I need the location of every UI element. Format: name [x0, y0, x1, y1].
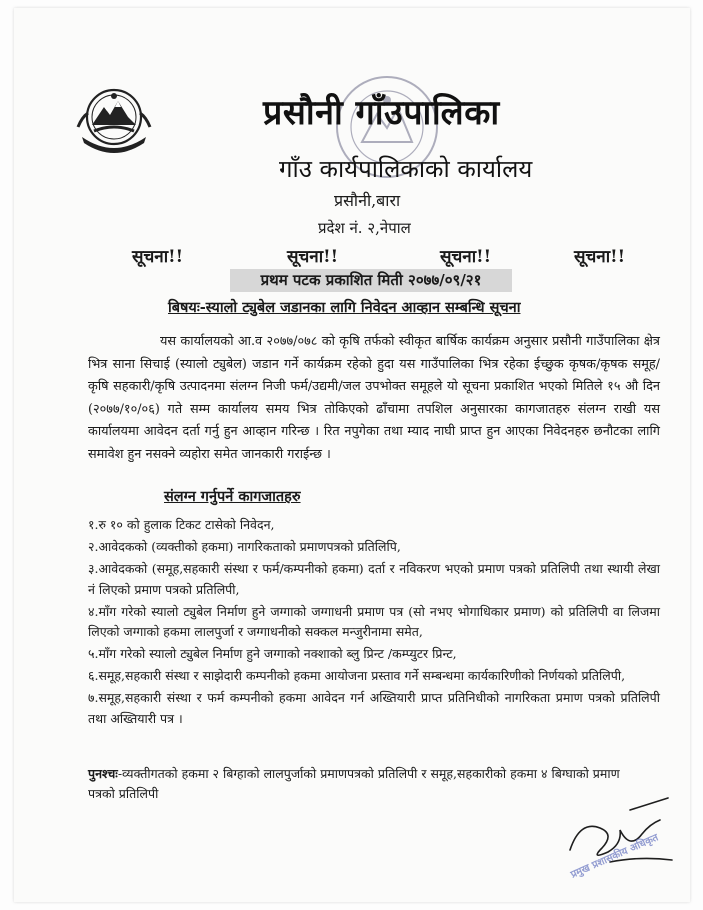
notice-subject: बिषयः-स्यालो ट्युबेल जडानका लागि निवेदन आव्हान सम्बन्धि सूचना — [168, 299, 521, 316]
document-item: ७.समूह,सहकारी संस्था र फर्म कम्पनीको हकमा आवेदन गर्न अख्तियारी प्राप्त प्रतिनिधीको नागरिकता प्रमाण पत्रको प्रतिलिपी तथा अख्तियारी पत्र । — [88, 690, 660, 726]
office-name: प्रसौनी गाँउपालिका — [263, 93, 500, 133]
notice-label-2: सूचना!! — [287, 247, 339, 267]
notice-label-4: सूचना!! — [574, 247, 626, 267]
office-location: प्रसौनी,बारा — [334, 191, 401, 210]
notice-body: यस कार्यालयको आ.व २०७७/०७८ को कृषि तर्फको स्वीकृत बार्षिक कार्यक्रम अनुसार प्रसौनी गाउँपालिका क्षेत्र भित्र साना सिचाई (स्यालो ट्युबेल) जडान गर्ने कार्यक्रम रहेको हुदा यस गाउँपालिका भित्र रहेका ईच्छुक कृषक/कृषक समूह/कृषि सहकारी/कृषि उत्पादनमा संलग्न निजी फर्म/उद्यमी/जल उपभोक्त समूहले यो सूचना प्रकाशित भएको मितिले १५ औ दिन (२०७७/१०/०६) गते सम्म कार्यालय समय भित्र तोकिएको ढाँचामा तपशिल अनुसारका कागजातहरु संलग्न राखी यस कार्यालयमा आवेदन दर्ता गर्नु हुन आव्हान गरिन्छ । रित नपुगेका तथा म्याद नाघी प्राप्त हुन आएका निवेदनहरु छनौटका लागि समावेश हुन नसक्ने व्यहोरा समेत जानकारी गराईन्छ । — [88, 334, 660, 462]
office-province: प्रदेश नं. २,नेपाल — [318, 219, 411, 237]
document-item: ५.माँग गरेको स्यालो ट्युबेल निर्माण हुने जग्गाको नक्शाको ब्लु प्रिन्ट /कम्प्युटर प्रिन्ट, — [88, 646, 457, 661]
nepal-emblem-icon — [74, 87, 154, 155]
document-item: ६.समूह,सहकारी संस्था र साझेदारी कम्पनीको हकमा आयोजना प्रस्ताव गर्ने सम्बन्धमा कार्यकारिणीको निर्णयको प्रतिलिपी, — [88, 668, 626, 683]
notice-label-3: सूचना!! — [440, 247, 492, 267]
notice-label-1: सूचना!! — [132, 247, 184, 267]
officer-stamp: प्रमुख प्रशासकीय अधिकृत — [569, 832, 661, 881]
documents-list — [88, 515, 660, 731]
document-item: ३.आवेदकको (समूह,सहकारी संस्था र फर्म/कम्पनीको हकमा) दर्ता र नविकरण भएको प्रमाण पत्रको प्रतिलिपी तथा स्थायी लेखा नं लिएको प्रमाण पत्रको प्रतिलिपी, — [88, 561, 660, 597]
publication-date: प्रथम पटक प्रकाशित मिती २०७७/०९/२१ — [230, 269, 512, 292]
document-item: ४.माँग गरेको स्यालो ट्युबेल निर्माण हुने जग्गाको जग्गाधनी प्रमाण पत्र (सो नभए भोगाधिकार प्रमाण) को प्रतिलिपी वा लिजमा लिएको जग्गाको हकमा लालपुर्जा र जग्गाधनीको सक्कल मन्जुरीनामा समेत, — [88, 603, 660, 639]
document-item: १.रु १० को हुलाक टिकट टासेको निवेदन, — [88, 517, 275, 532]
office-subtitle: गाँउ कार्यपालिकाको कार्यालय — [279, 155, 533, 183]
postscript-label: पुनश्चः — [88, 766, 118, 781]
documents-title: संलग्न गर्नुपर्ने कागजातहरु — [164, 488, 301, 505]
postscript-text: -व्यक्तीगतको हकमा २ बिग्हाको लालपुर्जाको प्रमाणपत्रको प्रतिलिपी र समूह,सहकारीको हकमा ४ बिग्घाको प्रमाण पत्रको प्रतिलिपी — [88, 766, 620, 801]
document-item: २.आवेदकको (व्यक्तीको हकमा) नागरिकताको प्रमाणपत्रको प्रतिलिपि, — [88, 539, 401, 554]
